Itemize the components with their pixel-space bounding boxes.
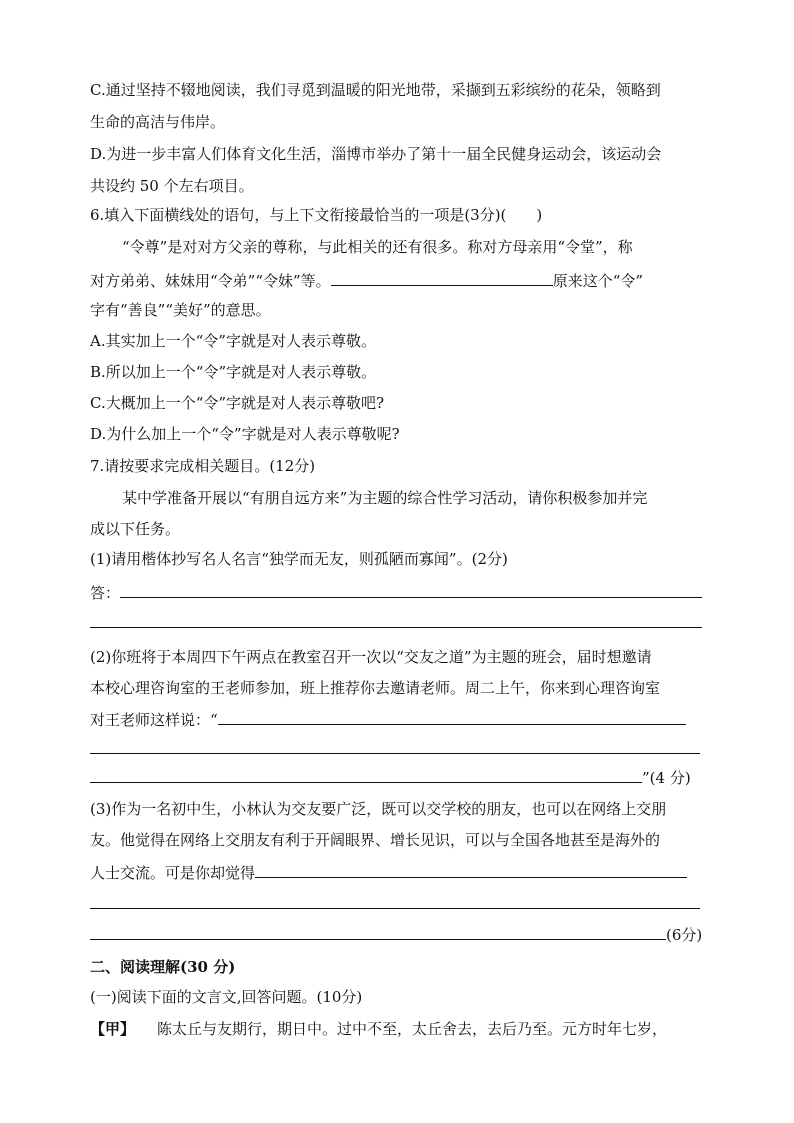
q6-passage-line1: “令尊”是对对方父亲的尊称，与此相关的还有很多。称对方母亲用“令堂”，称	[122, 238, 633, 256]
q6-option-a: A.其实加上一个“令”字就是对人表示尊敬。	[90, 332, 376, 350]
section2-title: 二、阅读理解(30 分)	[90, 958, 236, 976]
q6-passage-line2	[90, 269, 643, 291]
q5-option-d-line1: D.为进一步丰富人们体育文化生活，淄博市举办了第十一届全民健身运动会，该运动会	[90, 145, 662, 163]
sub2-answer-line-2[interactable]	[90, 753, 700, 754]
q5-option-c-line2: 生命的高洁与伟岸。	[90, 113, 226, 131]
q6-stem: 6.填入下面横线处的语句，与上下文衔接最恰当的一项是(3分)( )	[90, 206, 543, 224]
q7-sub2-line1: (2)你班将于本周四下午两点在教室召开一次以“交友之道”为主题的班会，届时想邀请	[90, 648, 652, 666]
answer-line-1[interactable]	[120, 581, 702, 598]
sub2-answer-line-1[interactable]	[218, 708, 686, 725]
q5-option-d-line2: 共设约 50 个左右项目。	[90, 177, 254, 195]
q6-passage-line2-tail: 原来这个“令”	[552, 272, 644, 290]
q6-passage-line3: 字有“善良”“美好”的意思。	[90, 301, 271, 319]
section2-part1: (一)阅读下面的文言文,回答问题。(10分)	[90, 988, 363, 1006]
q7-sub3-line3	[90, 861, 687, 883]
q7-sub3-line2: 友。他觉得在网络上交朋友有利于开阔眼界、增长见识，可以与全国各地甚至是海外的	[90, 831, 661, 849]
q7-sub1: (1)请用楷体抄写名人名言“独学而无友，则孤陋而寡闻”。(2分)	[90, 550, 508, 568]
sub3-answer-line-3[interactable]	[90, 923, 666, 940]
passage-jia-text: 陈太丘与友期行，期日中。过中不至，太丘舍去，去后乃至。元方时年七岁，	[157, 1020, 668, 1038]
q6-passage-line2-text: 对方弟弟、妹妹用“令弟”“令妹”等。	[90, 272, 331, 290]
sub3-answer-row-3	[90, 923, 702, 945]
sub2-answer-line-3[interactable]	[90, 766, 642, 783]
sub3-score: (6分)	[666, 926, 703, 944]
answer-label: 答：	[90, 584, 121, 602]
sub2-score: ”(4 分)	[642, 769, 691, 787]
passage-jia-row	[90, 1019, 667, 1039]
q6-option-d: D.为什么加上一个“令”字就是对人表示尊敬呢?	[90, 425, 400, 443]
q6-option-b: B.所以加上一个“令”字就是对人表示尊敬。	[90, 363, 377, 381]
sub3-answer-line-1[interactable]	[255, 861, 687, 878]
q6-fill-blank[interactable]	[331, 269, 553, 286]
answer-line-2[interactable]	[90, 627, 702, 628]
q7-stem: 7.请按要求完成相关题目。(12分)	[90, 457, 316, 475]
sub2-answer-row-3	[90, 766, 691, 788]
q7-intro-line2: 成以下任务。	[90, 520, 181, 538]
q7-sub3-line3-text: 人士交流。可是你却觉得	[90, 864, 256, 882]
q7-sub2-line3-text: 对王老师这样说：“	[90, 711, 218, 729]
q7-sub2-line2: 本校心理咨询室的王老师参加，班上推荐你去邀请老师。周二上午，你来到心理咨询室	[90, 679, 661, 697]
sub3-answer-line-2[interactable]	[90, 908, 700, 909]
q7-intro-line1: 某中学准备开展以“有朋自远方来”为主题的综合性学习活动，请你积极参加并完	[122, 489, 648, 507]
q5-option-c-line1: C.通过坚持不辍地阅读，我们寻觅到温暖的阳光地带，采撷到五彩缤纷的花朵，领略到	[90, 81, 661, 99]
passage-jia-tag: 【甲】	[90, 1020, 136, 1038]
q7-answer-row	[90, 581, 702, 603]
q7-sub2-line3	[90, 708, 686, 730]
q7-sub3-line1: (3)作为一名初中生，小林认为交友要广泛，既可以交学校的朋友，也可以在网络上交朋	[90, 800, 667, 818]
q6-option-c: C.大概加上一个“令”字就是对人表示尊敬吧?	[90, 394, 385, 412]
